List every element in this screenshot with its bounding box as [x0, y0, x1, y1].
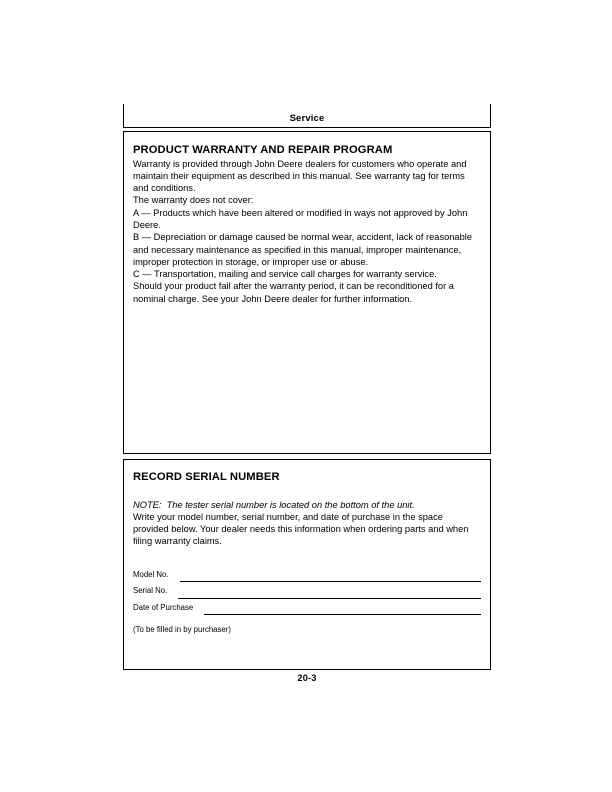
page-number: 20-3	[297, 673, 317, 683]
record-serial-section-heading: RECORD SERIAL NUMBER	[133, 471, 280, 483]
record-fields-group	[133, 569, 481, 636]
serial-note-text: The tester serial number is located on the bottom of the unit.	[166, 499, 415, 510]
warranty-paragraph-exclusions-lead: The warranty does not cover:	[133, 195, 254, 206]
record-row-model-number	[133, 569, 481, 586]
model-number-label: Model No.	[133, 569, 169, 579]
date-of-purchase-label: Date of Purchase	[133, 602, 194, 612]
date-of-purchase-write-in-line[interactable]	[204, 614, 481, 615]
serial-instruction-paragraph: Write your model number, serial number, and date of purchase in the space provided below. Your dealer needs this information when ordering parts and when filing warranty claims.	[133, 511, 469, 547]
serial-number-label: Serial No.	[133, 586, 168, 596]
warranty-section-heading: PRODUCT WARRANTY AND REPAIR PROGRAM	[133, 144, 393, 156]
warranty-exclusion-c: C — Transportation, mailing and service call charges for warranty service.	[133, 269, 437, 280]
record-row-serial-number	[133, 585, 481, 602]
serial-number-write-in-line[interactable]	[178, 598, 481, 599]
warranty-paragraph-intro: Warranty is provided through John Deere dealers for customers who operate and maintain their equipment as described in this manual. See warranty tag for terms and conditions.	[133, 158, 467, 194]
running-header	[123, 104, 491, 128]
running-header-title: Service	[289, 113, 325, 124]
record-serial-number-panel	[123, 459, 491, 670]
model-number-write-in-line[interactable]	[180, 581, 481, 582]
warranty-exclusion-a: A — Products which have been altered or modified in ways not approved by John Deere.	[133, 207, 468, 230]
warranty-exclusion-b: B — Depreciation or damage caused be normal wear, accident, lack of reasonable and necessary maintenance as specified in this manual, improper maintenance, improper protection in storage, or improper use or abuse.	[133, 232, 473, 267]
serial-note	[133, 499, 481, 511]
serial-note-label: NOTE:	[133, 499, 162, 510]
record-fields-footnote: (To be filled in by purchaser)	[133, 625, 231, 635]
record-row-date-of-purchase	[133, 602, 481, 619]
warranty-paragraph-reconditioning: Should your product fail after the warranty period, it can be reconditioned for a nominal charge. See your John Deere dealer for further information.	[133, 281, 454, 304]
warranty-panel	[123, 131, 491, 454]
